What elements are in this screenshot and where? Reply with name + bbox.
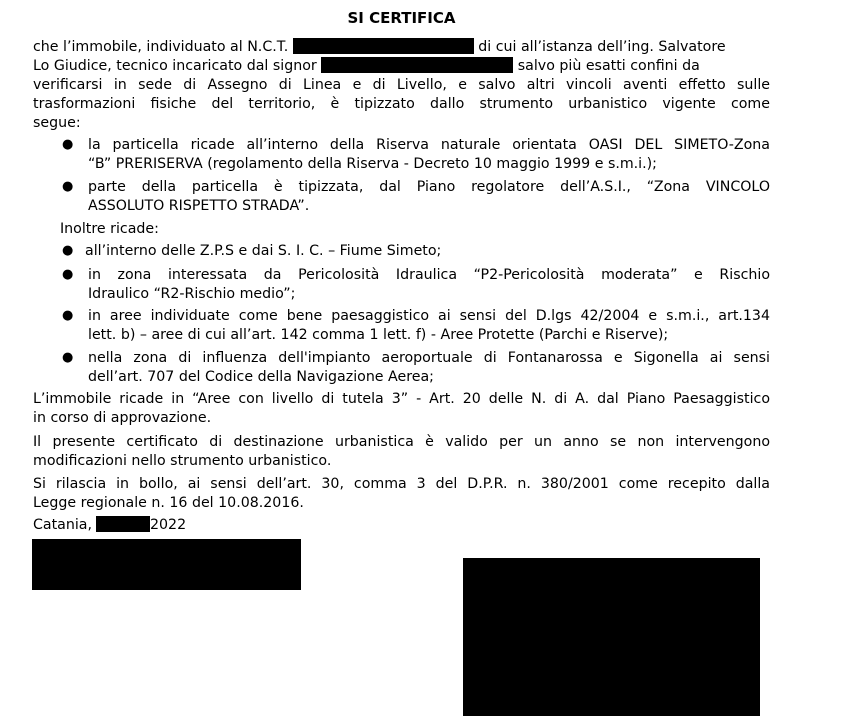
bullet-b2-line-2: Idraulico “R2-Rischio medio”;: [88, 286, 296, 302]
intro-text: salvo più esatti confini da: [517, 58, 700, 74]
bullet-b1-line-1: all’interno delle Z.P.S e dai S. I. C. – Fiume Simeto;: [85, 243, 442, 259]
bullet-a2-line-1: parte della particella è tipizzata, dal Piano regolatore dell’A.S.I., “Zona VINCOLO: [88, 179, 770, 195]
bullet-icon: ●: [62, 350, 74, 365]
signature-redaction-left: [32, 539, 301, 590]
bullet-b2-line-1: in zona interessata da Pericolosità Idraulica “P2-Pericolosità moderata” e Rischio: [88, 267, 770, 283]
date-line: [33, 516, 186, 534]
intro-line-3: verificarsi in sede di Assegno di Linea e di Livello, e salvo altri vincoli aventi effetto sulle: [33, 77, 770, 93]
paragraph-1-line-1: L’immobile ricade in “Aree con livello di tutela 3” - Art. 20 delle N. di A. dal Piano Paesaggistico: [33, 391, 770, 407]
bullet-b3-line-2: lett. b) – aree di cui all’art. 142 comma 1 lett. f) - Aree Protette (Parchi e Riserve);: [88, 327, 669, 343]
inoltre-heading: Inoltre ricade:: [60, 221, 159, 237]
paragraph-3-line-2: Legge regionale n. 16 del 10.08.2016.: [33, 495, 304, 511]
document-title: SI CERTIFICA: [347, 9, 456, 27]
bullet-icon: ●: [62, 243, 74, 258]
intro-line-4: trasformazioni fisiche del territorio, è tipizzato dallo strumento urbanistico vigente come: [33, 96, 770, 112]
bullet-b4-line-1: nella zona di influenza dell'impianto aeroportuale di Fontanarossa e Sigonella ai sensi: [88, 350, 770, 366]
intro-text: di cui all’istanza dell’ing. Salvatore: [478, 39, 726, 55]
paragraph-2-line-1: Il presente certificato di destinazione urbanistica è valido per un anno se non intervengono: [33, 434, 770, 450]
paragraph-1-line-2: in corso di approvazione.: [33, 410, 212, 426]
bullet-icon: ●: [62, 179, 74, 194]
bullet-icon: ●: [62, 308, 74, 323]
bullet-b3-line-1: in aree individuate come bene paesaggistico ai sensi del D.lgs 42/2004 e s.m.i., art.134: [88, 308, 770, 324]
intro-text: che l’immobile, individuato al N.C.T.: [33, 39, 289, 55]
bullet-icon: ●: [62, 137, 74, 152]
bullet-icon: ●: [62, 267, 74, 282]
redaction-box: [321, 57, 513, 73]
intro-line-1: [33, 38, 726, 56]
date-place: Catania,: [33, 517, 92, 533]
bullet-a1-line-2: “B” PRERISERVA (regolamento della Riserva - Decreto 10 maggio 1999 e s.m.i.);: [88, 156, 657, 172]
intro-line-2: [33, 57, 700, 75]
bullet-a1-line-1: la particella ricade all’interno della Riserva naturale orientata OASI DEL SIMETO-Zona: [88, 137, 770, 153]
bullet-b4-line-2: dell’art. 707 del Codice della Navigazione Aerea;: [88, 369, 434, 385]
intro-line-5: segue:: [33, 115, 81, 131]
signature-redaction-right: [463, 558, 760, 716]
paragraph-3-line-1: Si rilascia in bollo, ai sensi dell’art. 30, comma 3 del D.P.R. n. 380/2001 come recepito dalla: [33, 476, 770, 492]
date-year: 2022: [150, 517, 187, 533]
paragraph-2-line-2: modificazioni nello strumento urbanistico.: [33, 453, 332, 469]
redaction-box: [293, 38, 474, 54]
intro-text: Lo Giudice, tecnico incaricato dal signor: [33, 58, 317, 74]
redaction-box: [96, 516, 150, 532]
bullet-a2-line-2: ASSOLUTO RISPETTO STRADA”.: [88, 198, 310, 214]
